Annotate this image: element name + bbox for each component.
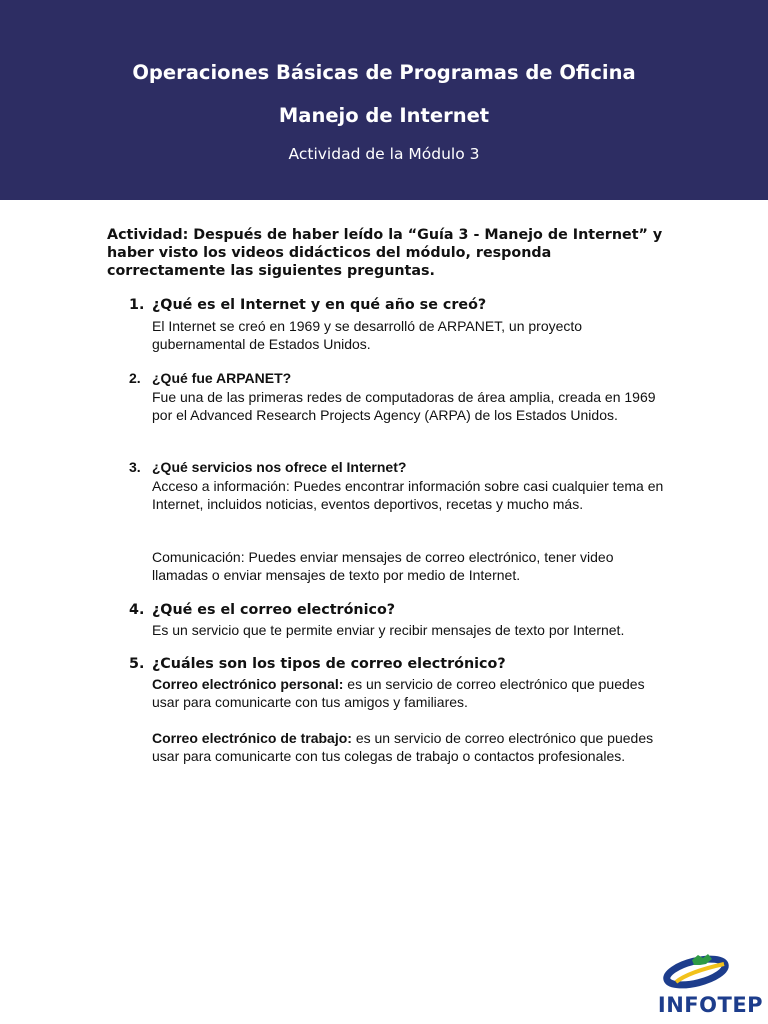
document-title: Operaciones Básicas de Programas de Oficina bbox=[132, 61, 636, 84]
activity-instructions: Actividad: Después de haber leído la “Guía 3 - Manejo de Internet” y haber visto los videos didácticos del módulo, responda correctamente las siguientes preguntas. bbox=[107, 227, 663, 280]
email-type-label: Correo electrónico personal: bbox=[152, 676, 344, 692]
question-answer: Fue una de las primeras redes de computadoras de área amplia, creada en 1969 por el Advanced Research Projects Agency (ARPA) de los Estados Unidos. bbox=[152, 389, 656, 424]
email-type-personal bbox=[152, 675, 672, 711]
question-number: 5. bbox=[129, 656, 145, 672]
document-header bbox=[0, 0, 768, 200]
email-type-label: Correo electrónico de trabajo: bbox=[152, 730, 352, 746]
infotep-logo-text: INFOTEP bbox=[657, 993, 764, 1017]
question-number: 4. bbox=[129, 602, 145, 618]
question-number: 2. bbox=[129, 370, 141, 386]
question-answer: Acceso a información: Puedes encontrar información sobre casi cualquier tema en Internet, incluidos noticias, eventos deportivos, recetas y mucho más. bbox=[152, 478, 664, 513]
question-title: ¿Cuáles son los tipos de correo electrónico? bbox=[152, 656, 506, 672]
document-subtitle: Manejo de Internet bbox=[278, 104, 490, 127]
question-title: ¿Qué servicios nos ofrece el Internet? bbox=[152, 459, 407, 475]
question-title: ¿Qué es el correo electrónico? bbox=[152, 602, 396, 618]
question-answer: Es un servicio que te permite enviar y recibir mensajes de texto por Internet. bbox=[152, 622, 625, 638]
question-title: ¿Qué fue ARPANET? bbox=[152, 370, 292, 386]
question-answer: Comunicación: Puedes enviar mensajes de correo electrónico, tener video llamadas o enviar mensajes de texto por medio de Internet. bbox=[152, 549, 614, 584]
question-number: 1. bbox=[129, 297, 145, 313]
activity-label: Actividad de la Módulo 3 bbox=[288, 145, 480, 163]
email-type-work bbox=[152, 729, 672, 765]
email-type-description: es un servicio de correo electrónico que puedes usar para comunicarte con tus colegas de trabajo o contactos profesionales. bbox=[152, 730, 654, 765]
question-answer: El Internet se creó en 1969 y se desarrolló de ARPANET, un proyecto gubernamental de Estados Unidos. bbox=[152, 318, 583, 353]
email-type-description: es un servicio de correo electrónico que puedes usar para comunicarte con tus amigos y familiares. bbox=[152, 676, 645, 711]
question-number: 3. bbox=[129, 459, 141, 475]
question-title: ¿Qué es el Internet y en qué año se creó? bbox=[152, 297, 487, 313]
